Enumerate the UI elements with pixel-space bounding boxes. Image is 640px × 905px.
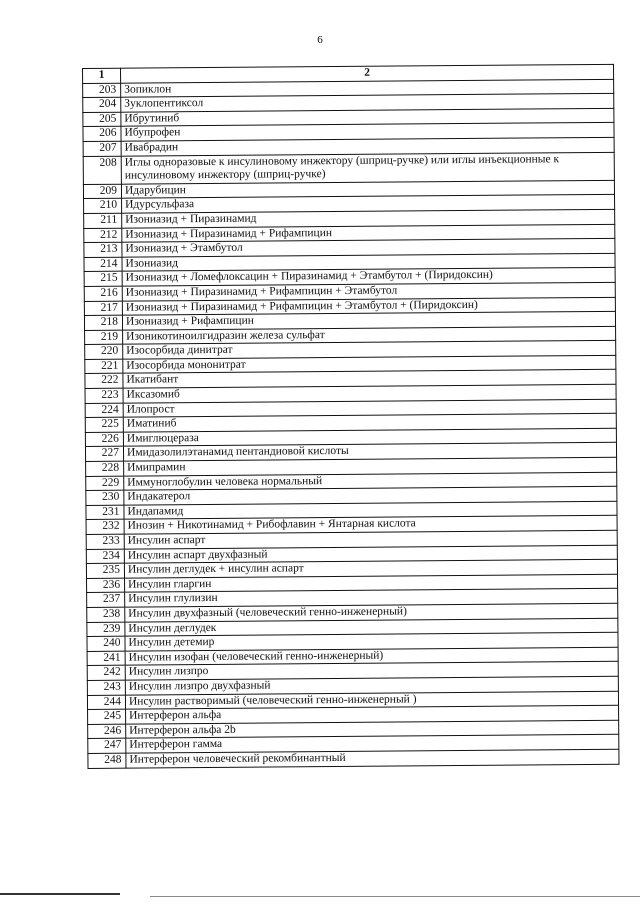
scan-edge-mark: [0, 893, 120, 895]
row-name: Изониазид + Рифампицин: [122, 311, 615, 329]
row-name: Инсулин лизпро: [125, 662, 618, 680]
row-number: 238: [87, 607, 125, 622]
row-number: 222: [85, 374, 123, 389]
row-name: Изониазид + Пиразинамид: [122, 209, 615, 227]
row-number: 216: [84, 286, 122, 301]
row-name: Илопрост: [123, 399, 616, 417]
row-name: Изониазид + Пиразинамид + Рифампицин + Этамбутол + (Пиридоксин): [122, 297, 615, 315]
row-number: 226: [85, 432, 123, 447]
row-number: 225: [85, 417, 123, 432]
row-number: 244: [87, 695, 125, 710]
row-name: Инозин + Никотинамид + Рибофлавин + Янтарная кислота: [124, 516, 617, 534]
row-name: Изониазид + Этамбутол: [122, 238, 615, 256]
row-name: Изосорбида динитрат: [123, 341, 616, 359]
row-name: Изоникотиноилгидразин железа сульфат: [123, 326, 616, 344]
row-name: Инсулин растворимый (человеческий генно-инженерный ): [125, 691, 618, 709]
row-name: Ивабрадин: [121, 137, 614, 155]
row-number: 248: [88, 753, 126, 768]
row-name: Зуклопентиксол: [121, 94, 614, 112]
row-name: Имидазолилэтанамид пентандиовой кислоты: [123, 443, 616, 461]
row-name: Изониазид + Пиразинамид + Рифампицин + Этамбутол: [122, 282, 615, 300]
row-number: 235: [86, 563, 124, 578]
row-number: 203: [83, 83, 121, 98]
row-name: Изониазид + Пиразинамид + Рифампицин: [122, 224, 615, 242]
row-number: 245: [88, 709, 126, 724]
row-number: 218: [84, 315, 122, 330]
medication-table: [82, 64, 619, 769]
row-name: Интерферон альфа: [126, 705, 619, 723]
row-number: 228: [86, 461, 124, 476]
row-name: Иммуноглобулин человека нормальный: [124, 472, 617, 490]
row-number: 247: [88, 738, 126, 753]
row-number: 227: [85, 447, 123, 462]
row-name: Инсулин деглудек + инсулин аспарт: [124, 559, 617, 577]
row-number: 207: [83, 141, 121, 156]
row-name: Идурсульфаза: [122, 195, 615, 213]
row-name: Инсулин деглудек: [125, 618, 618, 636]
row-number: 211: [84, 213, 122, 228]
row-name: Имиглюцераза: [123, 428, 616, 446]
row-name: Изониазид: [122, 253, 615, 271]
row-name: Иксазомиб: [123, 384, 616, 402]
row-number: 206: [83, 127, 121, 142]
table-row: [83, 152, 614, 184]
row-number: 205: [83, 112, 121, 127]
row-name: Имипрамин: [124, 457, 617, 475]
row-name: Интерферон человеческий рекомбинантный: [126, 749, 619, 767]
row-number: 236: [87, 578, 125, 593]
row-name: Инсулин изофан (человеческий генно-инженерный): [125, 647, 618, 665]
row-number: 219: [85, 330, 123, 345]
row-name: Изониазид + Ломефлоксацин + Пиразинамид + Этамбутол + (Пиридоксин): [122, 268, 615, 286]
row-name: Идарубицин: [121, 180, 614, 198]
medication-table-container: [82, 64, 619, 769]
row-name: Инсулин детемир: [125, 632, 618, 650]
row-name: Инсулин двухфазный (человеческий генно-инженерный): [125, 603, 618, 621]
row-name: Ибрутиниб: [121, 108, 614, 126]
row-number: 208: [83, 156, 121, 184]
row-name: Интерферон альфа 2b: [126, 720, 619, 738]
row-number: 210: [84, 199, 122, 214]
row-name: Интерферон гамма: [126, 735, 619, 753]
row-number: 213: [84, 242, 122, 257]
row-number: 246: [88, 724, 126, 739]
row-number: 230: [86, 490, 124, 505]
row-number: 214: [84, 257, 122, 272]
row-number: 233: [86, 534, 124, 549]
row-number: 229: [86, 476, 124, 491]
row-name: Инсулин гларгин: [125, 574, 618, 592]
row-number: 242: [87, 666, 125, 681]
page-number: 6: [317, 34, 323, 46]
row-number: 240: [87, 636, 125, 651]
row-number: 243: [87, 680, 125, 695]
row-number: 217: [84, 301, 122, 316]
row-name: Инсулин лизпро двухфазный: [125, 676, 618, 694]
row-number: 232: [86, 520, 124, 535]
row-number: 234: [86, 549, 124, 564]
row-number: 209: [83, 184, 121, 199]
row-number: 241: [87, 651, 125, 666]
row-name: Изосорбида мононитрат: [123, 355, 616, 373]
row-name: Инсулин глулизин: [125, 589, 618, 607]
row-name: Зопиклон: [121, 79, 614, 97]
row-name: Инсулин аспарт двухфазный: [124, 545, 617, 563]
row-number: 221: [85, 359, 123, 374]
table-body: [83, 79, 619, 768]
row-name: Ибупрофен: [121, 123, 614, 141]
row-number: 237: [87, 593, 125, 608]
row-name: Иглы одноразовые к инсулиновому инжектору (шприц-ручке) или иглы инъекционные к инсулиновому инжектору (шприц-ручке): [121, 152, 614, 184]
row-name: Иматиниб: [123, 414, 616, 432]
column-header-number: 1: [83, 68, 121, 83]
row-number: 215: [84, 272, 122, 287]
row-name: Икатибант: [123, 370, 616, 388]
column-header-name: 2: [121, 64, 614, 82]
row-number: 204: [83, 97, 121, 112]
row-name: Инсулин аспарт: [124, 530, 617, 548]
scan-edge-line: [150, 896, 640, 897]
row-number: 220: [85, 344, 123, 359]
row-number: 223: [85, 388, 123, 403]
row-name: Индакатерол: [124, 487, 617, 505]
row-number: 239: [87, 622, 125, 637]
row-number: 212: [84, 228, 122, 243]
row-number: 231: [86, 505, 124, 520]
row-number: 224: [85, 403, 123, 418]
row-name: Индапамид: [124, 501, 617, 519]
